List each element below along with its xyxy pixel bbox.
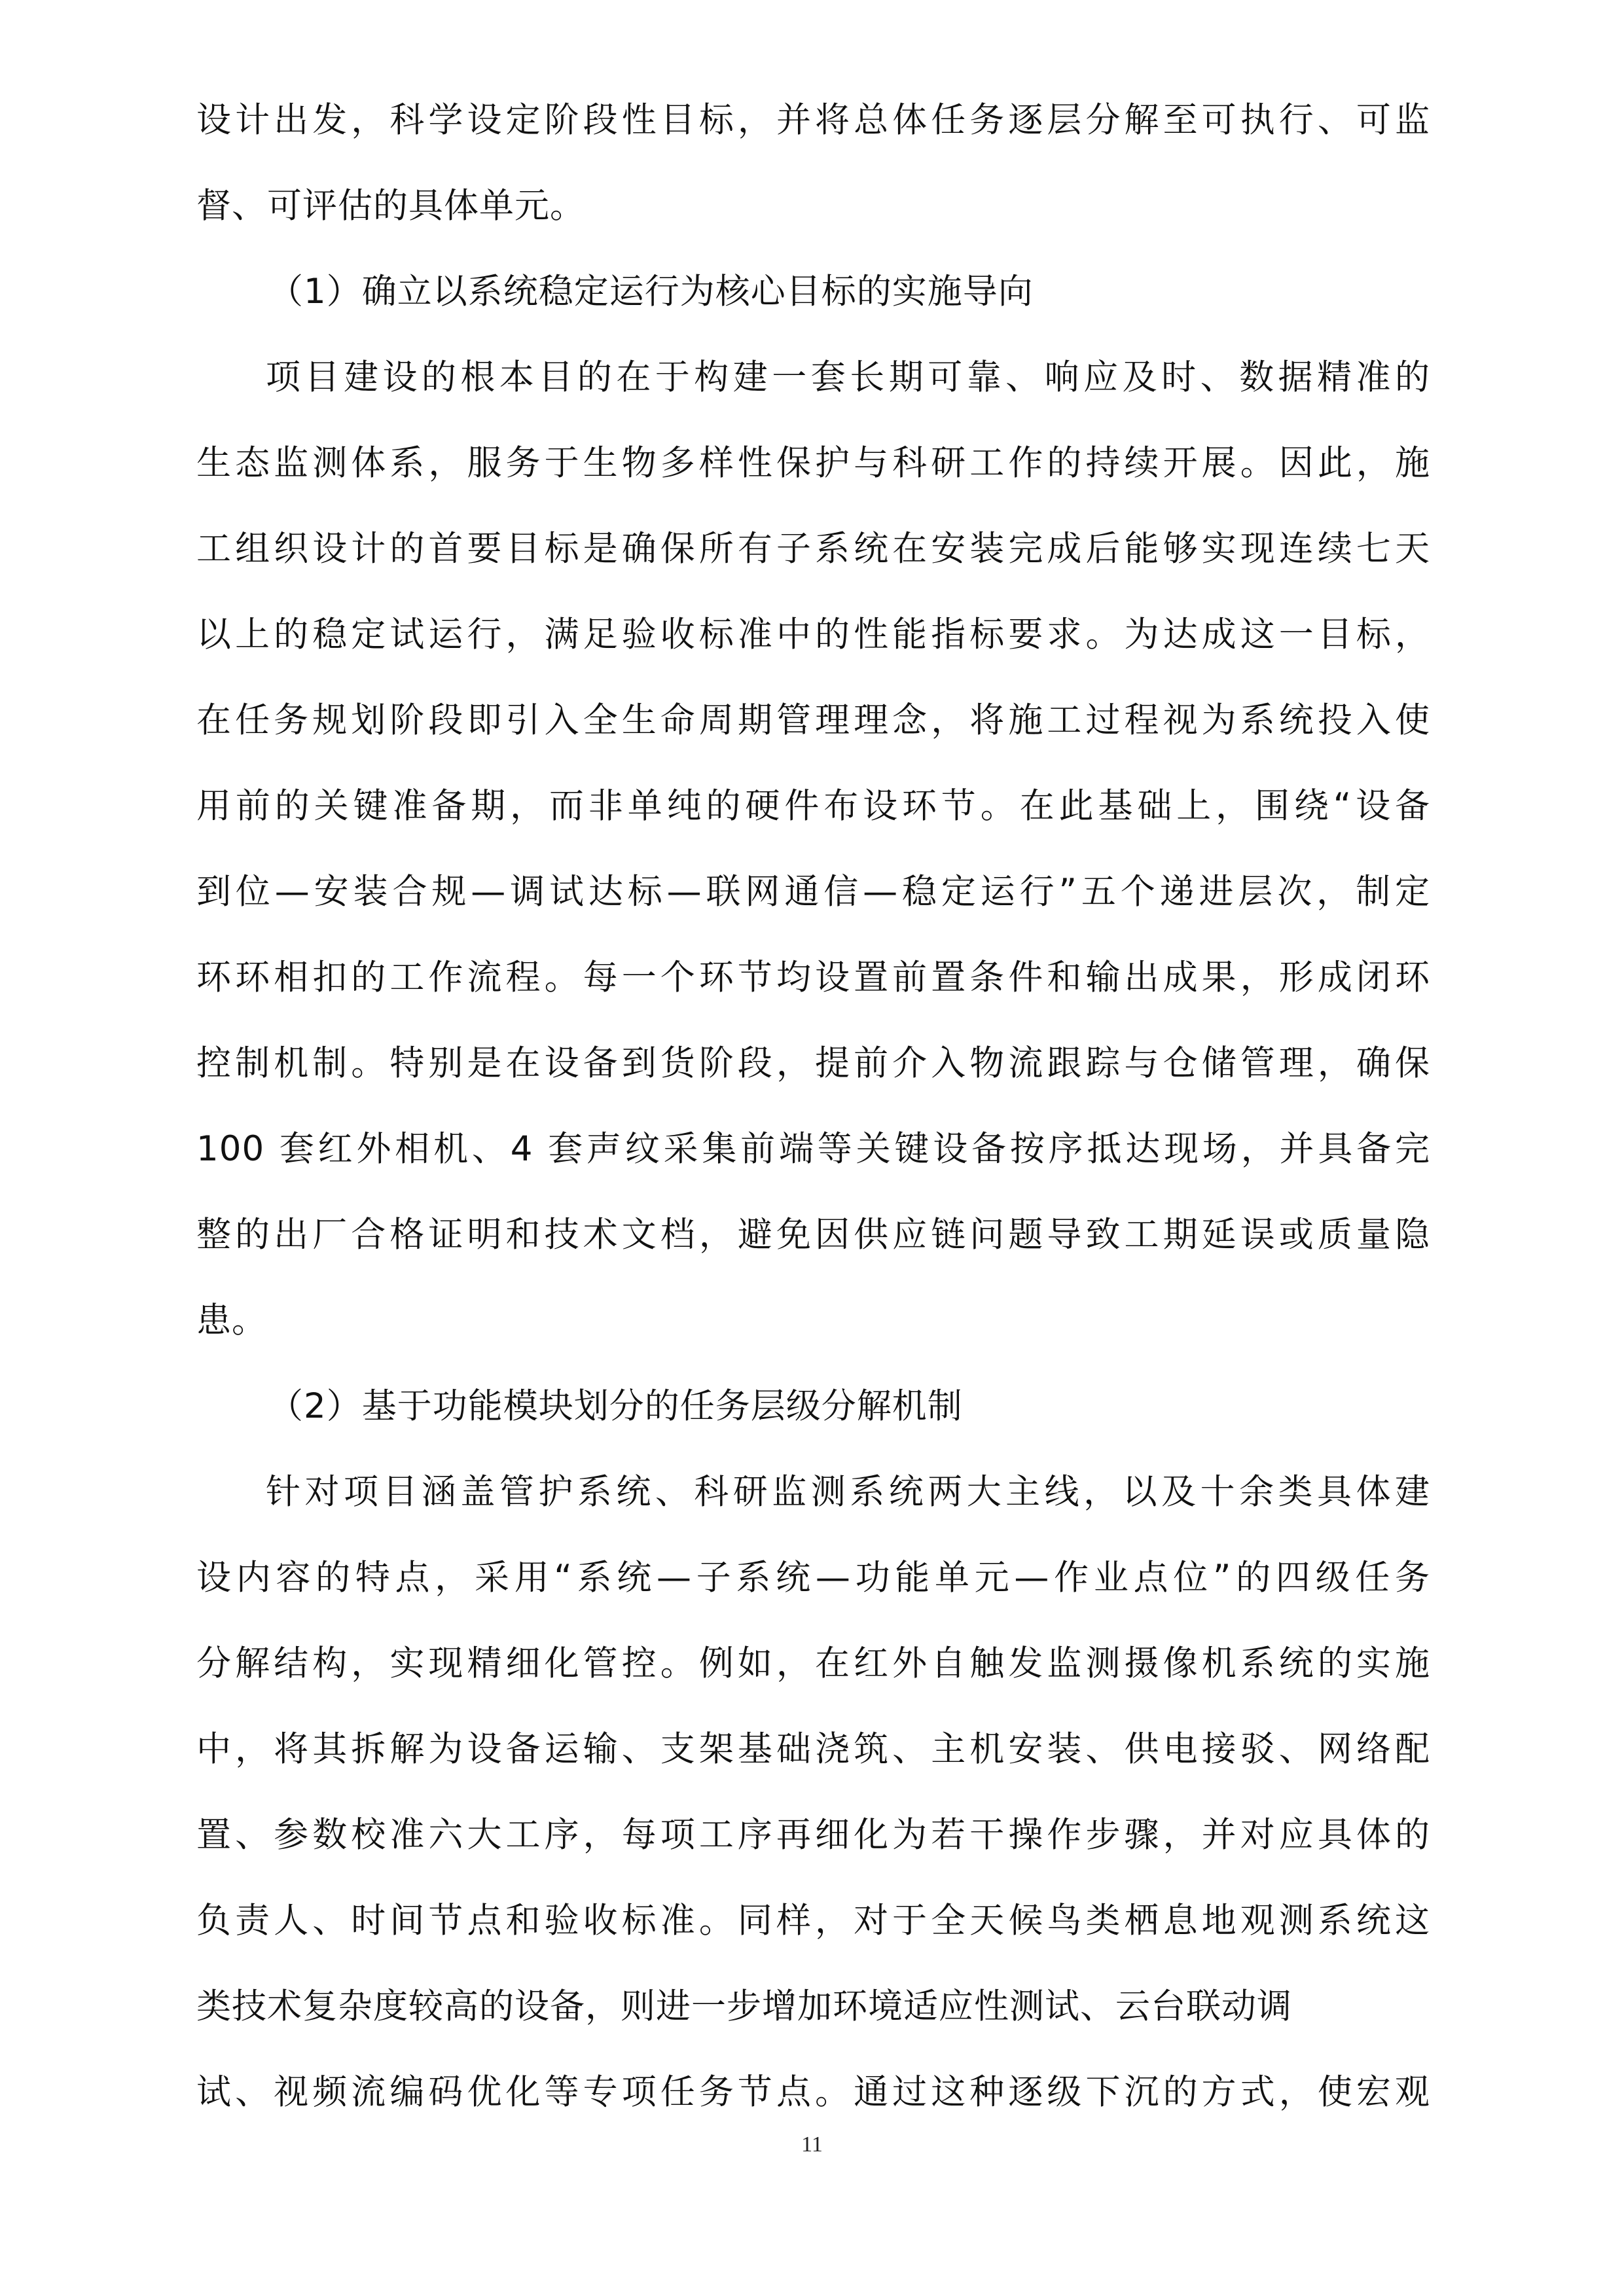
body-text-line: 用前的关键准备期，而非单纯的硬件布设环节。在此基础上，围绕“设备 [196,786,1430,826]
section-heading: （2）基于功能模块划分的任务层级分解机制 [268,1386,963,1426]
body-text-line: 控制机制。特别是在设备到货阶段，提前介入物流跟踪与仓储管理，确保 [196,1043,1430,1083]
body-text-line: 设内容的特点，采用“系统—子系统—功能单元—作业点位”的四级任务 [196,1558,1430,1598]
body-text-line: 督、可评估的具体单元。 [196,186,585,226]
body-text-line: 在任务规划阶段即引入全生命周期管理理念，将施工过程视为系统投入使 [196,700,1430,740]
page-number: 11 [801,2132,823,2157]
body-text-line: 类技术复杂度较高的设备，则进一步增加环境适应性测试、云台联动调 [196,1986,1292,2026]
body-text-line: 设计出发，科学设定阶段性目标，并将总体任务逐层分解至可执行、可监 [196,100,1430,140]
body-text-line: 患。 [196,1300,267,1340]
paragraph-first-line: 项目建设的根本目的在于构建一套长期可靠、响应及时、数据精准的 [266,357,1430,397]
body-text-line: 100 套红外相机、4 套声纹采集前端等关键设备按序抵达现场，并具备完 [196,1129,1430,1169]
body-text-line: 生态监测体系，服务于生物多样性保护与科研工作的持续开展。因此，施 [196,443,1430,483]
body-text-line: 到位—安装合规—调试达标—联网通信—稳定运行”五个递进层次，制定 [196,872,1430,912]
body-text-line: 分解结构，实现精细化管控。例如，在红外自触发监测摄像机系统的实施 [196,1643,1430,1683]
body-text-line: 整的出厂合格证明和技术文档，避免因供应链问题导致工期延误或质量隐 [196,1215,1430,1255]
body-text-line: 试、视频流编码优化等专项任务节点。通过这种逐级下沉的方式，使宏观 [196,2072,1430,2112]
body-text-line: 中，将其拆解为设备运输、支架基础浇筑、主机安装、供电接驳、网络配 [196,1729,1430,1769]
body-text-line: 负责人、时间节点和验收标准。同样，对于全天候鸟类栖息地观测系统这 [196,1901,1430,1941]
section-heading: （1）确立以系统稳定运行为核心目标的实施导向 [268,272,1034,312]
body-text-line: 环环相扣的工作流程。每一个环节均设置前置条件和输出成果，形成闭环 [196,958,1430,997]
paragraph-first-line: 针对项目涵盖管护系统、科研监测系统两大主线，以及十余类具体建 [266,1472,1430,1512]
document-body [196,77,1430,2135]
body-text-line: 置、参数校准六大工序，每项工序再细化为若干操作步骤，并对应具体的 [196,1815,1430,1855]
body-text-line: 工组织设计的首要目标是确保所有子系统在安装完成后能够实现连续七天 [196,529,1430,569]
body-text-line: 以上的稳定试运行，满足验收标准中的性能指标要求。为达成这一目标， [196,615,1430,655]
